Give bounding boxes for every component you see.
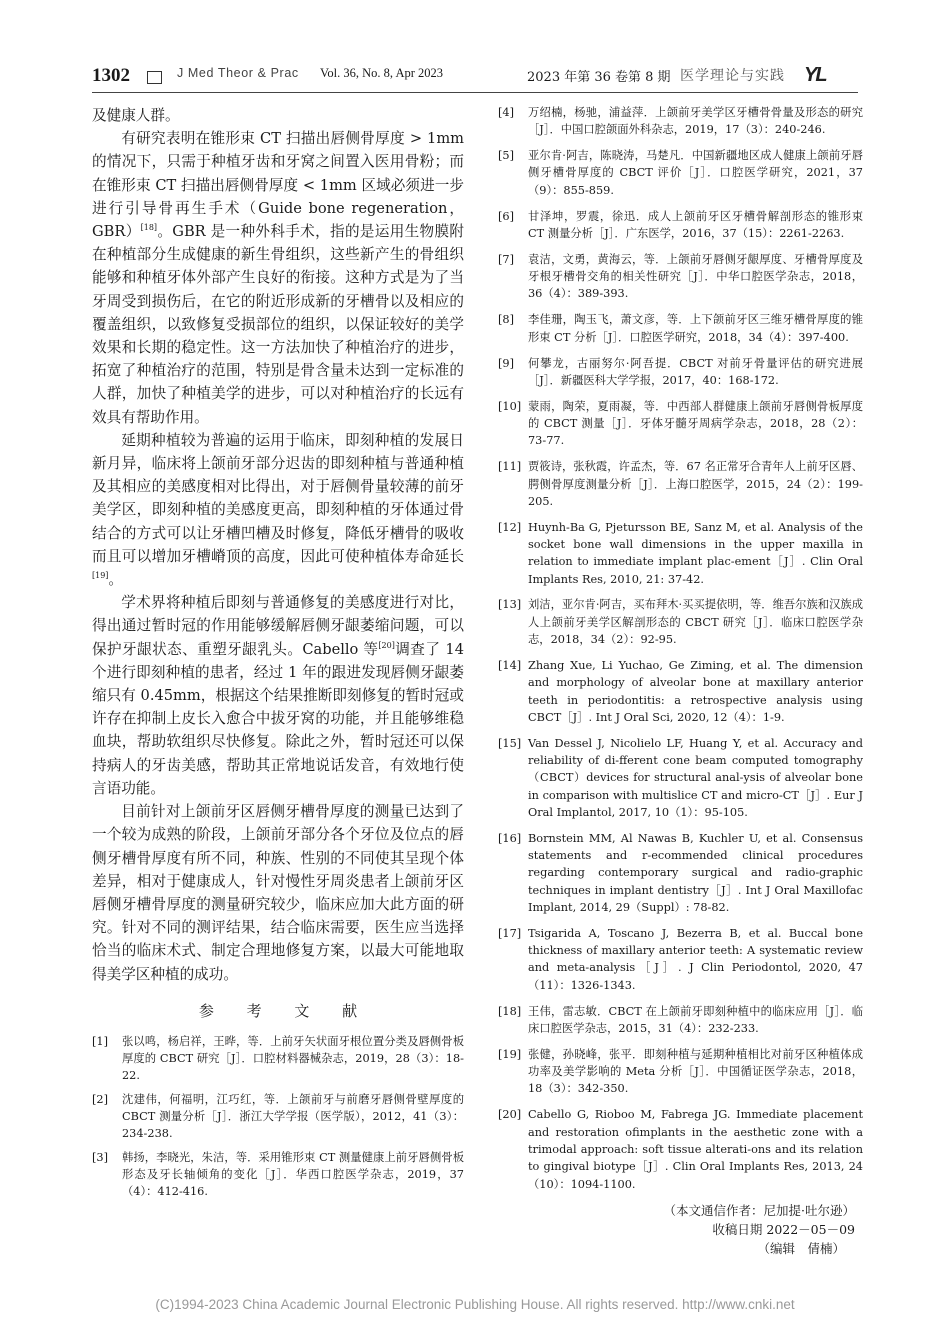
- reference-number: [12]: [498, 520, 522, 534]
- reference-number: [7]: [498, 252, 515, 266]
- article-trailer: [498, 1201, 863, 1258]
- body-paragraph: [92, 800, 464, 986]
- reference-number: [1]: [92, 1034, 109, 1048]
- reference-number: [4]: [498, 106, 515, 119]
- received-date: 收稿日期 2022－05－09: [712, 1222, 855, 1238]
- reference-number: [9]: [498, 356, 515, 370]
- reference-text: Bornstein MM, Al Nawas B, Kuchler U, et al. Consensus statements and r-ecommended clinical procedures regarding contemporary surgical and radio-graphic techniques in implant dentistry［J］. Int J Oral Maxillofac Implant, 2014, 29（Suppl）: 78-82.: [528, 831, 863, 914]
- reference-number: [17]: [498, 926, 522, 940]
- reference-number: [16]: [498, 831, 522, 845]
- reference-text: Huynh-Ba G, Pjetursson BE, Sanz M, et al. Analysis of the socket bone wall dimensions in the upper maxilla in relation to immediate implant plac-ement［J］. Clin Oral Implants Res, 2010, 21: 37-42.: [528, 520, 863, 586]
- header-square-icon: [147, 71, 162, 84]
- reference-text: 万绍楠，杨驰，浦益萍．上颌前牙美学区牙槽骨骨量及形态的研究［J］．中国口腔颌面外科杂志，2019，17（3）：240-246.: [528, 106, 863, 137]
- reference-item: [498, 735, 863, 821]
- reference-text: Van Dessel J, Nicolielo LF, Huang Y, et al. Accuracy and reliability of di-fferent cone beam computed tomography（CBCT）devices for structural anal-ysis of alveolar bone in comparison with multislice CT and micro-CT［J］. Eur J Oral Implantol, 2017, 10（1）：95-105.: [528, 736, 863, 819]
- paragraph-text-continued: 调查了 14 个进行即刻种植的患者，经过 1 年的跟进发现唇侧牙龈萎缩只有 0.45mm，根据这个结果推断即刻修复的暂时冠或许存在抑制上皮长入愈合中拔牙窝的功能，并且能够维稳血块，帮助软组织尽快修复。除此之外，暂时冠还可以保持病人的牙齿美感，帮助其正常地说话发音，有效地行使言语功能。: [92, 640, 464, 797]
- reference-text: 张健，孙晓峰，张平．即刻种植与延期种植相比对前牙区种植体成功率及美学影响的 Meta 分析［J］．中国循证医学杂志，2018，18（3）：342-350.: [528, 1047, 863, 1096]
- journal-logo: YL: [804, 64, 826, 86]
- reference-text: 王伟，雷志敏．CBCT 在上颌前牙即刻种植中的临床应用［J］．临床口腔医学杂志，2015，31（4）：232-233.: [528, 1004, 863, 1035]
- paragraph-text: 延期种植较为普遍的运用于临床，即刻种植的发展日新月异，临床将上颌前牙部分迟齿的即刻种植与普通种植及其相应的美感度相对比得出，对于唇侧骨量较薄的前牙美学区，即刻种植的美感度更高，即刻种植的牙体通过骨结合的方式可以让牙槽凹槽及时修复，降低牙槽骨的吸收而且可以增加牙槽嵴顶的高度，因此可使种植体寿命延长: [92, 431, 464, 565]
- reference-number: [5]: [498, 149, 515, 163]
- issue-cn: 2023 年第 36 卷第 8 期: [527, 70, 671, 85]
- reference-item: [498, 1046, 863, 1098]
- reference-text: 韩扬，李晓光，朱洁，等．采用锥形束 CT 测量健康上前牙唇侧骨板形态及牙长轴倾角的变化［J］．华西口腔医学杂志，2019，37（4）：412-416.: [122, 1150, 464, 1199]
- correspondent: （本文通信作者：尼加提·吐尔逊）: [663, 1203, 855, 1219]
- references-title: 参 考 文 献: [198, 1001, 372, 1020]
- editor: （编辑 倩楠）: [757, 1241, 845, 1257]
- body-paragraph: [92, 429, 464, 591]
- reference-number: [8]: [498, 313, 515, 327]
- reference-number: [6]: [498, 209, 515, 223]
- reference-number: [19]: [498, 1047, 522, 1061]
- reference-text: 沈建伟，何福明，江巧红，等．上颌前牙与前磨牙唇侧骨壁厚度的 CBCT 测量分析［J］．浙江大学学报（医学版），2012，41（3）：234-238.: [122, 1092, 464, 1141]
- reference-item: [498, 1003, 863, 1038]
- copyright-footer: (C)1994-2023 China Academic Journal Electronic Publishing House. All rights reserved. http://www.cnki.net: [155, 1297, 795, 1312]
- reference-text: 甘泽坤，罗震，徐迅．成人上颌前牙区牙槽骨解剖形态的锥形束 CT 测量分析［J］．广东医学，2016，37（15）：2261-2263.: [528, 209, 863, 240]
- citation-marker: [20]: [378, 640, 395, 650]
- reference-item: [498, 311, 863, 346]
- reference-item: [92, 1033, 464, 1085]
- paragraph-text: 及健康人群。: [92, 107, 180, 124]
- body-paragraph: [92, 104, 464, 127]
- paragraph-text: 有研究表明在锥形束 CT 扫描出唇侧骨厚度 > 1mm 的情况下，只需于种植牙齿和牙窝之间置入医用骨粉；而在锥形束 CT 扫描出唇侧骨厚度 < 1mm 区域必须进一步进行引导骨再生手术（Guide bone regeneration，GBR）: [92, 130, 464, 241]
- left-column: [92, 104, 464, 1206]
- reference-item: [498, 596, 863, 648]
- paragraph-text-continued: 。GBR 是一种外科手术，指的是运用生物膜附在种植部分生成健康的新生骨组织，这些新产生的骨组织能够和种植牙体外部产生良好的衔接。这种方式是为了当牙周受到损伤后，在它的附近形成新的牙槽骨以及相应的覆盖组织，以致修复受损部位的组织，以保证较好的美学效果和长期的稳定性。这一方法加快了种植治疗的进步，拓宽了种植治疗的范围，特别是骨含量未达到一定标准的人群，加快了种植美学的进步，可以对种植治疗的长远有效具有帮助作用。: [92, 223, 464, 426]
- reference-number: [10]: [498, 399, 522, 413]
- reference-item: [498, 1106, 863, 1192]
- reference-item: [498, 398, 863, 450]
- reference-item: [498, 519, 863, 588]
- reference-number: [13]: [498, 598, 522, 612]
- reference-text: 袁洁，文勇，黄海云，等．上颌前牙唇侧牙龈厚度、牙槽骨厚度及牙根牙槽骨交角的相关性研究［J］．中华口腔医学杂志，2018，36（4）：389-393.: [528, 252, 863, 301]
- journal-abbrev: J Med Theor & Prac: [177, 66, 299, 80]
- reference-item: [498, 208, 863, 243]
- reference-text: 亚尔肯·阿吉，陈晓涛，马楚凡．中国新疆地区成人健康上颌前牙唇侧牙槽骨厚度的 CBCT 评价［J］．口腔医学研究，2021，37（9）：855-859.: [528, 149, 863, 197]
- body-paragraph: [92, 127, 464, 429]
- reference-number: [2]: [92, 1092, 109, 1106]
- page-number: 1302: [92, 65, 130, 86]
- reference-item: [498, 657, 863, 726]
- reference-text: 何攀龙，古丽努尔·阿吾提．CBCT 对前牙骨量评估的研究进展［J］．新疆医科大学学报，2017，40：168-172.: [528, 356, 863, 387]
- reference-number: [20]: [498, 1108, 522, 1122]
- volume-info: Vol. 36, No. 8, Apr 2023: [320, 66, 444, 80]
- reference-item: [498, 925, 863, 994]
- reference-item: [498, 458, 863, 510]
- reference-number: [3]: [92, 1150, 109, 1164]
- reference-item: [92, 1091, 464, 1143]
- body-paragraph: [92, 591, 464, 800]
- right-column: [498, 104, 863, 1258]
- reference-item: [498, 251, 863, 303]
- reference-item: [92, 1149, 464, 1201]
- page-header: [92, 64, 832, 88]
- body-text: [92, 104, 464, 986]
- journal-name-cn: 医学理论与实践: [680, 68, 785, 84]
- reference-number: [14]: [498, 658, 522, 672]
- reference-text: Tsigarida A, Toscano J, Bezerra B, et al. Buccal bone thickness of maxillary anterior teeth: A systematic review and meta-analysis［J］. J Clin Periodontol, 2020, 47（11）：1326-1343.: [528, 926, 863, 992]
- reference-item: [498, 355, 863, 390]
- reference-number: [11]: [498, 460, 522, 474]
- reference-text: 蒙雨，陶荣，夏雨凝，等．中西部人群健康上颌前牙唇侧骨板厚度的 CBCT 测量［J］．牙体牙髓牙周病学杂志，2018，28（2）：73-77.: [528, 399, 863, 448]
- reference-number: [18]: [498, 1004, 522, 1018]
- references-right: [498, 104, 863, 1193]
- reference-text: 贾筱诗，张秋霞，许孟杰，等．67 名正常牙合青年人上前牙区唇、腭侧骨厚度测量分析［J］．上海口腔医学，2015，24（2）：199-205.: [528, 460, 863, 508]
- reference-text: 张以鸣，杨启祥，王晔，等．上前牙矢状面牙根位置分类及唇侧骨板厚度的 CBCT 研究［J］．口腔材料器械杂志，2019，28（3）：18-22.: [122, 1034, 464, 1083]
- reference-text: Cabello G, Rioboo M, Fabrega JG. Immediate placement and restoration ofimplants in the aesthetic zone with a trimodal approach: soft tissue alterati-ons and its relation to gingival biotype［J］. Clin Oral Implants Res, 2013, 24（10）：1094-1100.: [528, 1108, 863, 1191]
- references-left: [92, 1033, 464, 1201]
- reference-item: [498, 830, 863, 916]
- paragraph-text: 目前针对上颌前牙区唇侧牙槽骨厚度的测量已达到了一个较为成熟的阶段，上颌前牙部分各个牙位及位点的唇侧牙槽骨厚度有所不同，种族、性别的不同使其呈现个体差异，相对于健康成人，针对慢性牙周炎患者上颌前牙区唇侧牙槽骨厚度的测量研究较少，临床应加大此方面的研究。针对不同的测评结果，结合临床需要，医生应当选择恰当的临床术式、制定合理地修复方案，以最大可能地取得美学区种植的成功。: [92, 803, 464, 983]
- reference-number: [15]: [498, 736, 522, 750]
- header-rule: [92, 92, 858, 93]
- reference-item: [498, 104, 863, 139]
- reference-text: Zhang Xue, Li Yuchao, Ge Ziming, et al. The dimension and morphology of alveolar bone at maxillary anterior teeth in periodontitis: a retrospective analysis using CBCT［J］. Int J Oral Sci, 2020, 12（4）：1-9.: [528, 658, 863, 724]
- paragraph-text-continued: 。: [108, 571, 124, 589]
- reference-text: 刘洁，亚尔肯·阿吉，买布拜木·买买提依明，等．维吾尔族和汉族成人上颌前牙美学区解剖形态的 CBCT 研究［J］．临床口腔医学杂志，2018，34（2）：92-95.: [528, 598, 863, 647]
- reference-item: [498, 147, 863, 199]
- citation-marker: [18]: [140, 223, 158, 233]
- reference-text: 李佳珊，陶玉飞，萧文彦，等．上下颌前牙区三维牙槽骨厚度的锥形束 CT 分析［J］．口腔医学研究，2018，34（4）：397-400.: [528, 313, 863, 344]
- paragraph-text: 学术界将种植后即刻与普通修复的美感度进行对比，得出通过暂时冠的作用能够缓解唇侧牙龈萎缩问题，可以保护牙龈状态、重塑牙龈乳头。Cabello 等: [92, 594, 464, 658]
- citation-marker: [19]: [92, 571, 109, 581]
